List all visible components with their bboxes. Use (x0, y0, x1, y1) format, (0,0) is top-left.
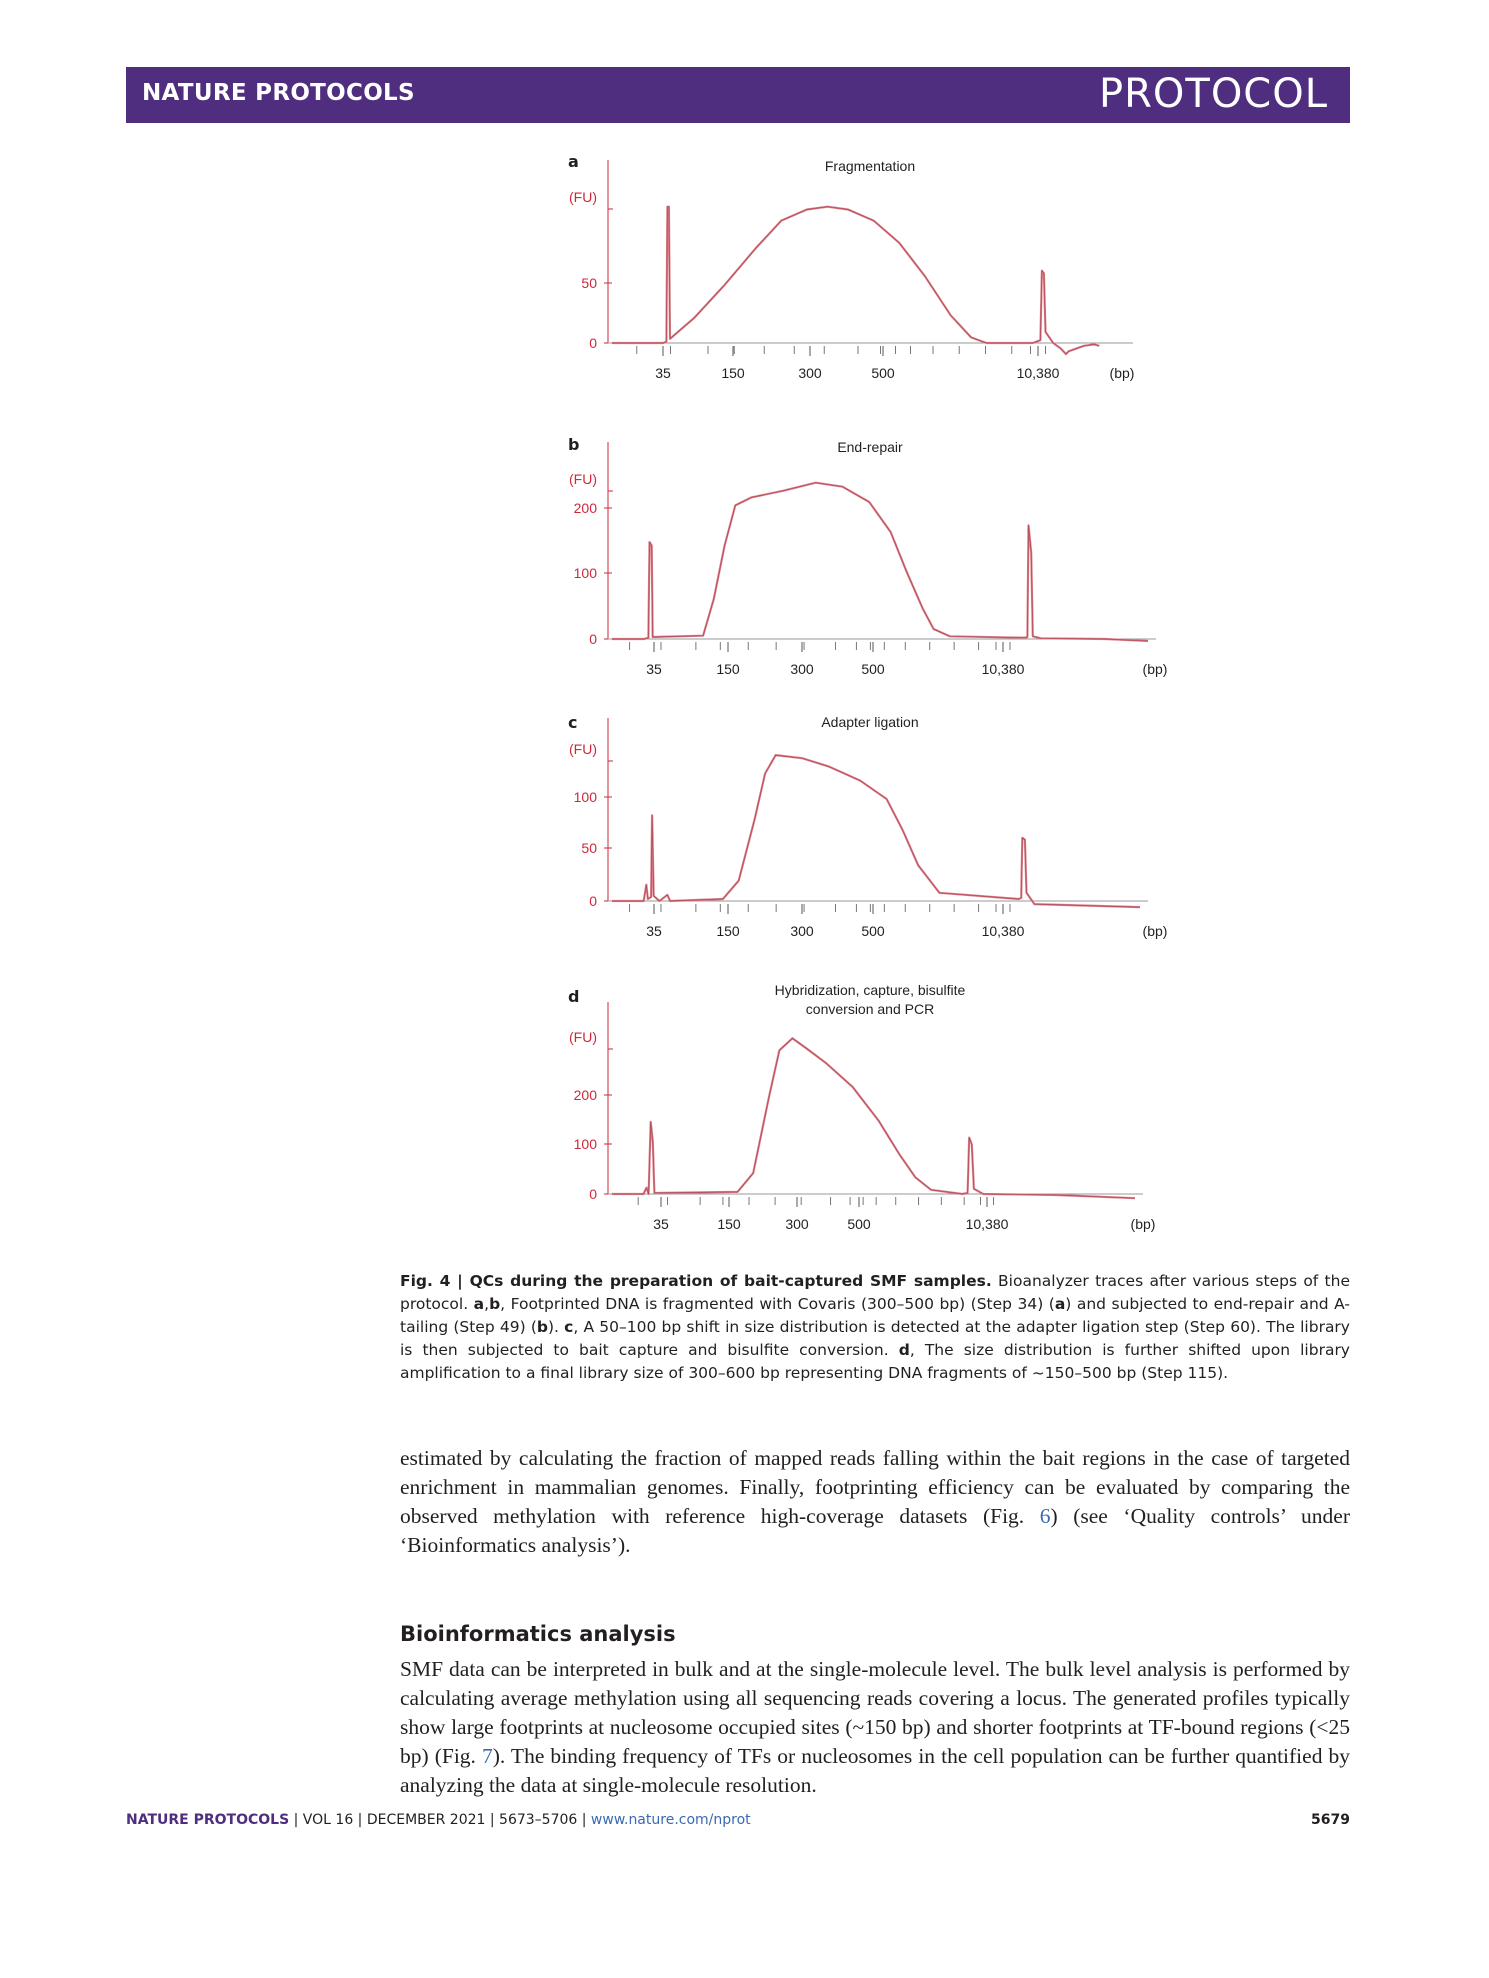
y-tick-label-a-0: 0 (589, 335, 597, 351)
x-unit-b: (bp) (1142, 661, 1168, 677)
x-tick-label-b-4: 10,380 (981, 661, 1025, 677)
footer-details: | VOL 16 | DECEMBER 2021 | 5673–5706 | (289, 1812, 591, 1828)
figure-6-link[interactable]: 6 (1039, 1504, 1051, 1528)
x-tick-label-a-1: 150 (721, 365, 745, 381)
trace-d (612, 1038, 1135, 1198)
x-unit-c: (bp) (1142, 923, 1168, 939)
journal-name: NATURE PROTOCOLS (142, 80, 415, 106)
x-tick-label-c-2: 300 (790, 923, 814, 939)
x-tick-label-a-4: 10,380 (1016, 365, 1060, 381)
x-unit-d: (bp) (1130, 1216, 1156, 1232)
chart-title-b: End-repair (837, 439, 903, 455)
body-paragraph-1: estimated by calculating the fraction of mapped reads falling within the bait regions in the case of targeted enrichment in mammalian genomes. Finally, footprinting efficiency can be evaluated by comparing the observed methylation with reference high-coverage datasets (Fig. 6) (see ‘Quality controls’ under ‘Bioinformatics analysis’). (400, 1446, 1350, 1557)
panel-letter-d: d (568, 987, 580, 1006)
trace-outline-c (612, 755, 1140, 907)
x-tick-label-a-0: 35 (655, 365, 671, 381)
panel-letter-c: c (568, 713, 578, 732)
y-tick-label-c-1: 50 (581, 840, 597, 856)
y-tick-label-b-2: 200 (573, 500, 597, 516)
y-tick-label-d-1: 100 (573, 1136, 597, 1152)
trace-a (612, 207, 1099, 354)
page-footer (126, 1812, 1350, 1834)
footer-journal: NATURE PROTOCOLS (126, 1812, 290, 1828)
figure-7-link[interactable]: 7 (481, 1744, 493, 1768)
x-tick-label-d-4: 10,380 (965, 1216, 1009, 1232)
x-tick-label-a-2: 300 (798, 365, 822, 381)
panel-letter-a: a (568, 152, 579, 171)
page-number: 5679 (1311, 1812, 1350, 1828)
x-tick-label-b-3: 500 (861, 661, 885, 677)
chart-title-d-line2: conversion and PCR (805, 1001, 935, 1017)
section-heading: Bioinformatics analysis (400, 1622, 676, 1646)
x-tick-label-c-0: 35 (646, 923, 662, 939)
y-unit-c: (FU) (569, 741, 597, 757)
x-tick-label-b-1: 150 (716, 661, 740, 677)
x-tick-label-d-0: 35 (653, 1216, 669, 1232)
y-unit-d: (FU) (569, 1029, 597, 1045)
x-tick-label-b-2: 300 (790, 661, 814, 677)
chart-title-c: Adapter ligation (821, 714, 919, 730)
trace-outline-a (612, 207, 1099, 354)
x-tick-label-d-1: 150 (717, 1216, 741, 1232)
y-tick-label-b-1: 100 (573, 565, 597, 581)
body-paragraph-2: SMF data can be interpreted in bulk and at the single-molecule level. The bulk level analysis is performed by calculating average methylation using all sequencing reads covering a locus. The generated profiles typically show large footprints at nucleosome occupied sites (~150 bp) and shorter footprints at TF-bound regions (<25 bp) (Fig. 7). The binding frequency of TFs or nucleosomes in the cell population can be further quantified by analyzing the data at single-molecule resolution. (400, 1657, 1351, 1797)
y-tick-label-c-0: 0 (589, 893, 597, 909)
x-tick-label-c-3: 500 (861, 923, 885, 939)
footer-url-link[interactable]: www.nature.com/nprot (590, 1812, 751, 1828)
y-tick-label-d-2: 200 (573, 1087, 597, 1103)
x-tick-label-d-2: 300 (785, 1216, 809, 1232)
figure-caption: Fig. 4 | QCs during the preparation of bait-captured SMF samples. Bioanalyzer traces after various steps of the protocol. a,b, Footprinted DNA is fragmented with Covaris (300–500 bp) (Step 34) (a) and subjected to end-repair and A-tailing (Step 49) (b). c, A 50–100 bp shift in size distribution is detected at the adapter ligation step (Step 60). The library is then subjected to bait capture and bisulfite conversion. d, The size distribution is further shifted upon library amplification to a final library size of 300–600 bp representing DNA fragments of ~150–500 bp (Step 115). (400, 1272, 1350, 1382)
x-unit-a: (bp) (1109, 365, 1135, 381)
x-tick-label-a-3: 500 (871, 365, 895, 381)
x-tick-label-c-4: 10,380 (981, 923, 1025, 939)
x-tick-label-c-1: 150 (716, 923, 740, 939)
trace-b (612, 483, 1148, 641)
y-tick-label-a-1: 50 (581, 275, 597, 291)
panel-letter-b: b (568, 435, 580, 454)
article-type: PROTOCOL (1098, 71, 1328, 117)
x-tick-label-b-0: 35 (646, 661, 662, 677)
y-tick-label-c-2: 100 (573, 789, 597, 805)
x-tick-label-d-3: 500 (847, 1216, 871, 1232)
trace-c (612, 755, 1140, 907)
y-tick-label-b-0: 0 (589, 631, 597, 647)
y-unit-b: (FU) (569, 471, 597, 487)
y-unit-a: (FU) (569, 189, 597, 205)
chart-title-a: Fragmentation (824, 158, 916, 174)
y-tick-label-d-0: 0 (589, 1186, 597, 1202)
chart-title-d-line1: Hybridization, capture, bisulfite (774, 982, 966, 998)
trace-outline-b (612, 483, 1148, 641)
trace-outline-d (612, 1038, 1135, 1198)
caption-title: Fig. 4 | QCs during the preparation of bait-captured SMF samples. (400, 1272, 992, 1290)
